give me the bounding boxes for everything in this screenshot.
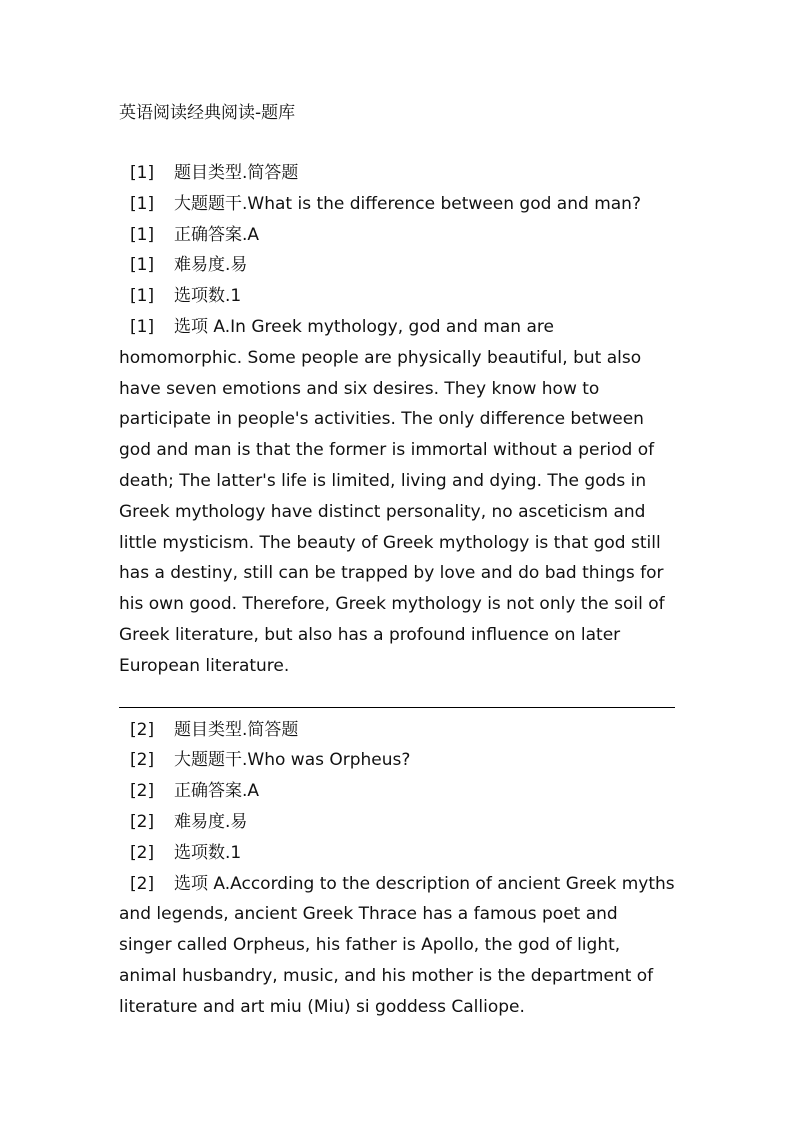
question-stem: 大题题干.What is the difference between god and man? xyxy=(174,193,641,214)
question-stem-line xyxy=(119,745,675,776)
question-type: 题目类型.简答题 xyxy=(174,719,299,740)
question-number: [1] xyxy=(130,163,155,183)
question-block xyxy=(119,158,675,682)
question-difficulty: 难易度.易 xyxy=(174,255,248,276)
question-number: [2] xyxy=(130,719,155,740)
question-difficulty: 难易度.易 xyxy=(174,811,248,832)
question-block xyxy=(119,715,675,1023)
question-type-line xyxy=(119,715,675,746)
question-type: 题目类型.简答题 xyxy=(174,163,299,183)
question-options-count-line xyxy=(119,281,675,312)
question-options-count: 选项数.1 xyxy=(174,286,242,307)
question-number: [2] xyxy=(130,873,155,894)
question-answer-line xyxy=(119,220,675,251)
question-difficulty-line xyxy=(119,250,675,281)
question-stem-line xyxy=(119,189,675,220)
question-stem: 大题题干.Who was Orpheus? xyxy=(174,750,411,771)
question-number: [1] xyxy=(130,224,155,245)
question-option-paragraph xyxy=(119,869,675,1023)
question-option-text: 选项 A.According to the description of ancient Greek myths and legends, ancient Greek Thrace has a famous poet and singer called Orpheus, his father is Apollo, the god of light, animal husbandry, music, and his mother is the department of literature and art miu (Miu) si goddess Calliope. xyxy=(119,873,675,1017)
question-answer: 正确答案.A xyxy=(174,224,260,245)
question-number: [1] xyxy=(130,255,155,276)
question-answer-line xyxy=(119,776,675,807)
question-option-text: 选项 A.In Greek mythology, god and man are homomorphic. Some people are physically beautiful, but also have seven emotions and six desires. They know how to participate in people's activities. The only difference between god and man is that the former is immortal without a period of death; The latter's life is limited, living and dying. The gods in Greek mythology have distinct personality, no asceticism and little mysticism. The beauty of Greek mythology is that god still has a destiny, still can be trapped by love and do bad things for his own good. Therefore, Greek mythology is not only the soil of Greek literature, but also has a profound influence on later European literature. xyxy=(119,316,665,676)
question-type-line xyxy=(119,158,675,189)
question-options-count-line xyxy=(119,838,675,869)
question-number: [2] xyxy=(130,811,155,832)
question-options-count: 选项数.1 xyxy=(174,842,242,863)
question-number: [1] xyxy=(130,316,155,337)
question-difficulty-line xyxy=(119,807,675,838)
document-title: 英语阅读经典阅读-题库 xyxy=(119,103,296,123)
question-divider xyxy=(119,707,675,708)
question-number: [1] xyxy=(130,193,155,214)
question-number: [2] xyxy=(130,750,155,771)
document-page xyxy=(119,98,675,1023)
question-answer: 正确答案.A xyxy=(174,781,260,802)
question-number: [2] xyxy=(130,842,155,863)
question-number: [2] xyxy=(130,781,155,802)
question-option-paragraph xyxy=(119,312,675,682)
question-number: [1] xyxy=(130,286,155,307)
